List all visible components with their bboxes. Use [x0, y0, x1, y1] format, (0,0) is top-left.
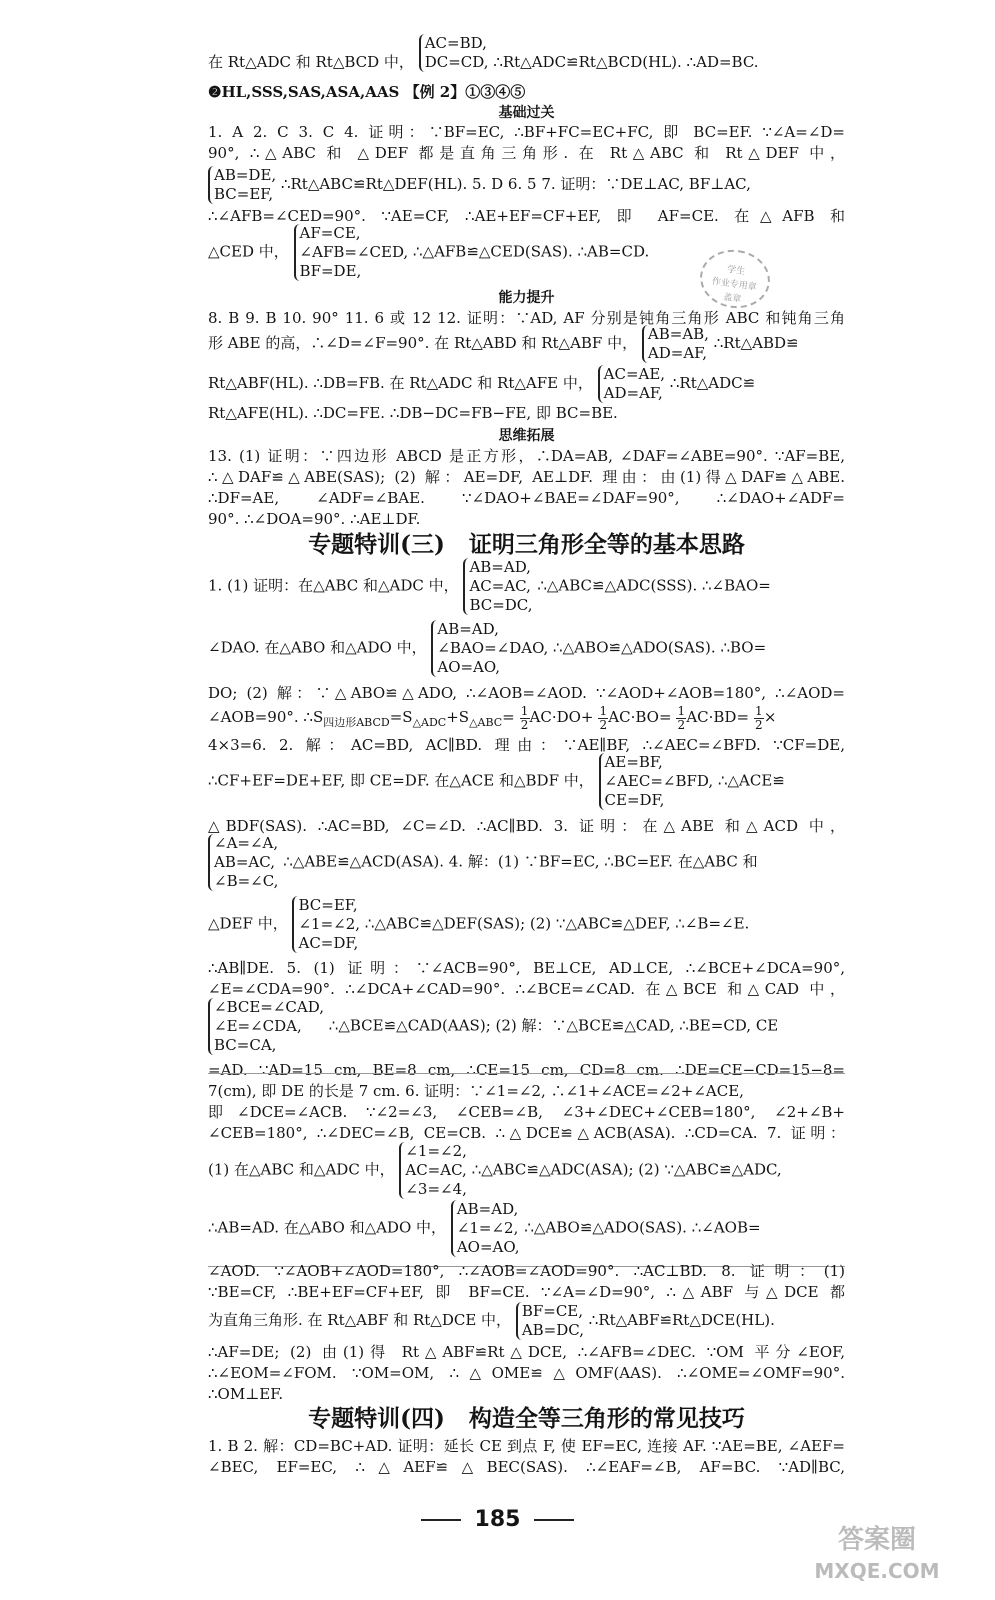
- section-heading: 基础过关: [498, 105, 555, 121]
- text-line: ∠A=∠A, AB=AC, ∠B=∠C, ∴△ABE≌△ACD(ASA). 4. 解：(1) ∵BF=EC, ∴BC=EF. 在△ABC 和: [208, 834, 845, 891]
- text-line: ∠DAO. 在△ABO 和△ADO 中， AB=AD, ∠BAO=∠DAO, AO=AO, ∴△ABO≌△ADO(SAS). ∴BO=: [208, 620, 767, 676]
- equation-system: AB=AB, AD=AF,: [642, 325, 709, 363]
- text-line: 7(cm), 即 DE 的长是 7 cm. 6. 证明：∵∠1=∠2, ∴∠1+∠ACE=∠2+∠ACE,: [208, 1082, 744, 1100]
- equation-system: AB=AD, ∠BAO=∠DAO, AO=AO,: [431, 620, 548, 677]
- equation-system: AC=AE, AD=AF,: [598, 365, 665, 403]
- text-line: ∴∠EOM=∠FOM. ∵OM=OM, ∴△OME≌△OMF(AAS). ∴∠OME=∠OMF=90°.: [208, 1364, 845, 1382]
- text-line: △DEF 中， BC=EF, ∠1=∠2, AC=DF, ∴△ABC≌△DEF(SAS); (2) ∵△ABC≌△DEF, ∴∠B=∠E.: [208, 896, 750, 952]
- text-line: 1. A 2. C 3. C 4. 证明：∵BF=EC, ∴BF+FC=EC+FC, 即 BC=EF. ∵∠A=∠D=: [208, 123, 845, 141]
- text-line: DO; (2) 解：∵△ABO≌△ADO, ∴∠AOB=∠AOD. ∵∠AOD+∠AOB=180°, ∴∠AOD=: [208, 684, 845, 702]
- section-heading: 思维拓展: [498, 428, 555, 444]
- text-line: =AD. ∵AD=15 cm, BE=8 cm, ∴CE=15 cm, CD=8 cm. ∴DE=CE−CD=15−8=: [208, 1061, 845, 1079]
- text-line: 为直角三角形. 在 Rt△ABF 和 Rt△DCE 中， BF=CE, AB=DC, ∴Rt△ABF≌Rt△DCE(HL).: [208, 1302, 775, 1339]
- text-line: ∠AOD. ∵∠AOB+∠AOD=180°, ∴∠AOB=∠AOD=90°. ∴AC⊥BD. 8. 证明：(1): [208, 1262, 845, 1280]
- text-line: △CED 中， AF=CE, ∠AFB=∠CED, BF=DE, ∴△AFB≌△CED(SAS). ∴AB=CD.: [208, 224, 650, 280]
- text-line: ∴AB∥DE. 5. (1) 证明：∵∠ACB=90°, BE⊥CE, AD⊥CE, ∴∠BCE+∠DCA=90°,: [208, 959, 845, 977]
- equation-system: AC=BD, DC=CD,: [419, 34, 489, 72]
- section-title: 专题特训(四) 构造全等三角形的常见技巧: [308, 1405, 745, 1432]
- page-number: 185: [0, 1507, 995, 1532]
- text-line: (1) 在△ABC 和△ADC 中， ∠1=∠2, AC=AC, ∠3=∠4, ∴△ABC≌△ADC(ASA); (2) ∵△ABC≌△ADC,: [208, 1142, 782, 1198]
- equation-system: BC=EF, ∠1=∠2, AC=DF,: [292, 896, 360, 953]
- text-line: 90°. ∴∠DOA=90°. ∴AE⊥DF.: [208, 510, 421, 528]
- equation-system: ∠1=∠2, AC=AC, ∠3=∠4,: [399, 1142, 467, 1199]
- text-line: ∴DF=AE, ∠ADF=∠BAE. ∵∠DAO+∠BAE=∠DAF=90°, ∴∠DAO+∠ADF=: [208, 489, 845, 507]
- text-line: AB=DE, BC=EF, ∴Rt△ABC≌Rt△DEF(HL). 5. D 6. 5 7. 证明：∵DE⊥AC, BF⊥AC,: [208, 166, 845, 204]
- dash-right: [534, 1519, 574, 1521]
- text-line: ∴△DAF≌△ABE(SAS); (2) 解：AE=DF, AE⊥DF. 理由：由(1)得△DAF≌△ABE.: [208, 468, 845, 486]
- fraction: $\frac{1}{2}$: [754, 703, 763, 732]
- text-line: ∴OM⊥EF.: [208, 1385, 284, 1403]
- text-line: 1. (1) 证明：在△ABC 和△ADC 中， AB=AD, AC=AC, BC=DC, ∴△ABC≌△ADC(SSS). ∴∠BAO=: [208, 558, 771, 614]
- fraction: $\frac{1}{2}$: [677, 703, 686, 732]
- text-line: Rt△AFE(HL). ∴DC=FE. ∴DB−DC=FB−FE, 即 BC=BE.: [208, 404, 618, 422]
- divider: [208, 1073, 845, 1074]
- dash-left: [421, 1519, 461, 1521]
- text-line: 在 Rt△ADC 和 Rt△BCD 中， AC=BD, DC=CD, ∴Rt△ADC≌Rt△BCD(HL). ∴AD=BC.: [208, 34, 759, 71]
- text-line: ❷HL,SSS,SAS,ASA,AAS 【例 2】①③④⑤: [208, 83, 526, 101]
- section-title: 专题特训(三) 证明三角形全等的基本思路: [308, 531, 745, 558]
- text-line: ∠BCE=∠CAD, ∠E=∠CDA, BC=CA, ∴△BCE≌△CAD(AAS); (2) 解：∵△BCE≌△CAD, ∴BE=CD, CE: [208, 998, 845, 1055]
- fraction: $\frac{1}{2}$: [599, 703, 608, 732]
- stamp-seal: 学生 作业专用章 盖章: [696, 245, 773, 312]
- equation-system: BF=CE, AB=DC,: [516, 1302, 584, 1340]
- text-line: ∴AB=AD. 在△ABO 和△ADO 中， AB=AD, ∠1=∠2, AO=AO, ∴△ABO≌△ADO(SAS). ∴∠AOB=: [208, 1200, 761, 1256]
- section-heading: 能力提升: [498, 290, 555, 306]
- text-line: ∴CF+EF=DE+EF, 即 CE=DF. 在△ACE 和△BDF 中， AE=BF, ∠AEC=∠BFD, CE=DF, ∴△ACE≌: [208, 753, 785, 809]
- text-line: ∵BE=CF, ∴BE+EF=CF+EF, 即 BF=CE. ∵∠A=∠D=90°, ∴△ABF 与△DCE 都: [208, 1283, 845, 1301]
- text-line: ∠BEC, EF=EC, ∴△AEF≌△BEC(SAS). ∴∠EAF=∠B, AF=BC. ∵AD∥BC,: [208, 1458, 845, 1476]
- equation-system: ∠A=∠A, AB=AC, ∠B=∠C,: [208, 834, 278, 891]
- equation-system: ∠BCE=∠CAD, ∠E=∠CDA, BC=CA,: [208, 998, 324, 1055]
- text-line: 13. (1) 证明：∵四边形 ABCD 是正方形，∴DA=AB, ∠DAF=∠ABE=90°. ∵AF=BE,: [208, 447, 845, 465]
- text-line: 90°, ∴△ABC 和 △DEF 都是直角三角形. 在 Rt△ABC 和 Rt△DEF 中，: [208, 144, 845, 162]
- equation-system: AB=AD, AC=AC, BC=DC,: [463, 558, 532, 615]
- text-line: ∠AOB=90°. $\therefore S_{四边形ABCD}=S_{\triangle ADC}+S_{\triangle ABC}= \frac{1}{2}AC\cdot DO+ \frac{1}{2}AC\cdot BO= \frac{1}{2}AC\cdot BD= \frac{1}{2}\times$: [208, 703, 777, 732]
- text-line: ∠CEB=180°, ∴∠DEC=∠B, CE=CB. ∴△DCE≌△ACB(ASA). ∴CD=CA. 7. 证明：: [208, 1124, 845, 1142]
- text-line: 8. B 9. B 10. 90° 11. 6 或 12 12. 证明：∵AD, AF 分别是钝角三角形 ABC 和钝角三角: [208, 309, 845, 327]
- text-line: △BDF(SAS). ∴AC=BD, ∠C=∠D. ∴AC∥BD. 3. 证明：在△ABE 和△ACD 中，: [208, 817, 845, 835]
- equation-system: AF=CE, ∠AFB=∠CED, BF=DE,: [294, 224, 409, 281]
- equation-system: AB=DE, BC=EF,: [208, 166, 276, 204]
- text-line: 1. B 2. 解：CD=BC+AD. 证明：延长 CE 到点 F, 使 EF=EC, 连接 AF. ∵AE=BE, ∠AEF=: [208, 1437, 845, 1455]
- text-line: ∴∠AFB=∠CED=90°. ∵AE=CF, ∴AE+EF=CF+EF, 即 AF=CE. 在△AFB 和: [208, 207, 845, 225]
- watermark-logo: 答案圈 MXQE.COM: [814, 1525, 940, 1583]
- text-line: 形 ABE 的高，∴∠D=∠F=90°. 在 Rt△ABD 和 Rt△ABF 中， AB=AB, AD=AF, ∴Rt△ABD≌: [208, 325, 799, 362]
- text-line: ∴AF=DE; (2) 由(1)得 Rt△ABF≌Rt△DCE, ∴∠AFB=∠DEC. ∵OM 平分∠EOF,: [208, 1343, 845, 1361]
- text-line: ∠E=∠CDA=90°. ∴∠DCA+∠CAD=90°. ∴∠BCE=∠CAD. 在△BCE 和△CAD 中，: [208, 980, 845, 998]
- text-line: 即∠DCE=∠ACB. ∵∠2=∠3, ∠CEB=∠B, ∠3+∠DEC+∠CEB=180°, ∠2+∠B+: [208, 1103, 845, 1121]
- text-line: 4×3=6. 2. 解：AC=BD, AC∥BD. 理由：∵AE∥BF, ∴∠AEC=∠BFD. ∵CF=DE,: [208, 736, 845, 754]
- fraction: $\frac{1}{2}$: [520, 703, 529, 732]
- equation-system: AB=AD, ∠1=∠2, AO=AO,: [451, 1200, 520, 1257]
- text-line: Rt△ABF(HL). ∴DB=FB. 在 Rt△ADC 和 Rt△AFE 中， AC=AE, AD=AF, ∴Rt△ADC≌: [208, 365, 756, 402]
- equation-system: AE=BF, ∠AEC=∠BFD, CE=DF,: [599, 753, 714, 810]
